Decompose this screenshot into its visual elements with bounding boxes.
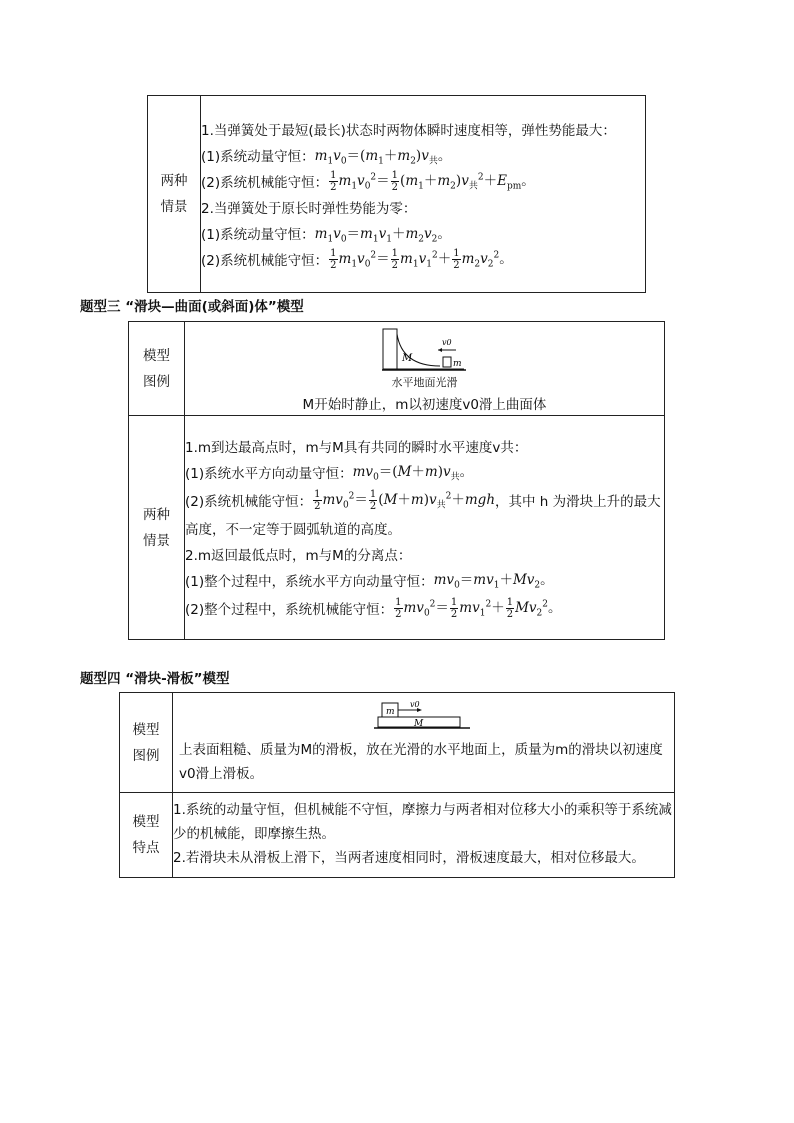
scenario-cell	[185, 416, 665, 640]
arrow-head	[438, 348, 442, 352]
text-line: 1.当弹簧处于最短(最长)状态时两物体瞬时速度相等，弹性势能最大：	[201, 123, 616, 139]
text-line: 2.当弹簧处于原长时弹性势能为零：	[201, 201, 417, 217]
figure-cell	[185, 322, 665, 416]
slider-board-diagram	[374, 700, 474, 738]
label-m: m	[452, 359, 462, 369]
row-label: 两种 情景	[148, 96, 201, 293]
section-heading-4: 题型四 “滑块-滑板”模型	[80, 671, 230, 687]
label-M: M	[401, 353, 412, 364]
table-two-scenarios-spring	[147, 95, 646, 293]
momentum-line: (1)系统动量守恒： $m_1v_0=m_1v_1+m_2v_2$。	[201, 220, 645, 246]
section-heading-3: 题型三 “滑块—曲面(或斜面)体”模型	[80, 299, 304, 315]
row-label: 两种 情景	[129, 416, 185, 640]
text-line: 1.系统的动量守恒，但机械能不守恒，摩擦力与两者相对位移大小的乘积等于系统减少的机械能，即摩擦生热。	[173, 802, 672, 842]
row-label: 模型 特点	[120, 793, 173, 878]
row-label: 模型 图例	[120, 693, 173, 793]
text-line: 高度，不一定等于圆弧轨道的高度。	[185, 521, 401, 538]
text-line: 2.m返回最低点时，m与M的分离点：	[185, 547, 412, 564]
equation: $m_1v_0=m_1v_1+m_2v_2$。	[314, 225, 451, 245]
label-v0: v0	[441, 338, 452, 347]
equation: $\frac{1}{2}$ $m_1v_0^2=$ $\frac{1}{2}$ $m_1v_1^2+$ $\frac{1}{2}$ $m_2v_2^2$。	[330, 248, 513, 271]
block-M-wall	[383, 329, 397, 369]
energy-line: (2)整个过程中，系统机械能守恒： $\frac{1}{2}$ $mv_0^2=$ $\frac{1}{2}$ $mv_1^2+$ $\frac{1}{2}$ $Mv_2^2$。	[185, 596, 562, 620]
ground-label: 水平地面光滑	[391, 376, 458, 389]
slider-m	[443, 357, 451, 367]
equation: $\frac{1}{2}$ $mv_0^2=$ $\frac{1}{2}$ $mv_1^2+$ $\frac{1}{2}$ $Mv_2^2$。	[395, 596, 562, 620]
figure-cell	[173, 693, 675, 793]
momentum-line: (1)系统动量守恒： $m_1v_0=(m_1+m_2)v_共$。	[201, 142, 645, 168]
equation: $m_1v_0=(m_1+m_2)v_共$。	[314, 147, 452, 167]
label-M: M	[413, 718, 423, 729]
text-line: 1.m到达最高点时，m与M具有共同的瞬时水平速度v共：	[185, 439, 528, 456]
equation: $mv_0=(M+m)v_共$。	[352, 464, 474, 483]
table-slider-curved-body	[128, 321, 665, 640]
equation: $\frac{1}{2}$ $mv_0^2=$ $\frac{1}{2}$ $(M+m)v_共^2+mgh$	[314, 488, 496, 512]
figure-caption: M开始时静止，m以初速度v0滑上曲面体	[302, 397, 547, 413]
energy-line: (2)系统机械能守恒： $\frac{1}{2}$ $m_1v_0^2=$ $\frac{1}{2}$ $m_1v_1^2+$ $\frac{1}{2}$ $m_2v_2^2$。	[201, 248, 513, 271]
equation: $\frac{1}{2}$ $m_1v_0^2=$ $\frac{1}{2}$ $(m_1+m_2)v_共^2+E_{pm}$。	[330, 170, 535, 193]
equation: $mv_0=mv_1+Mv_2$。	[433, 572, 554, 591]
table-slider-board	[119, 692, 675, 878]
curved-body-diagram	[380, 326, 470, 378]
energy-line: (2)系统机械能守恒： $\frac{1}{2}$ $m_1v_0^2=$ $\frac{1}{2}$ $(m_1+m_2)v_共^2+E_{pm}$。	[201, 170, 535, 193]
feature-cell	[173, 793, 675, 878]
figure-caption: 上表面粗糙、质量为M的滑板，放在光滑的水平地面上，质量为m的滑块以初速度v0滑上滑板。	[179, 741, 663, 782]
energy-line: (2)系统机械能守恒： $\frac{1}{2}$ $mv_0^2=$ $\frac{1}{2}$ $(M+m)v_共^2+mgh$ ，其中 h 为滑块上升的最大	[185, 488, 661, 512]
row-label: 模型 图例	[129, 322, 185, 416]
label-v0: v0	[409, 699, 420, 709]
momentum-line: (1)系统水平方向动量守恒： $mv_0=(M+m)v_共$。	[185, 459, 664, 485]
momentum-line: (1)整个过程中，系统水平方向动量守恒： $mv_0=mv_1+Mv_2$。	[185, 567, 664, 593]
scenario-cell	[201, 96, 646, 293]
text-line: 2.若滑块未从滑板上滑下，当两者速度相同时，滑板速度最大，相对位移最大。	[173, 850, 645, 866]
label-m: m	[385, 706, 395, 717]
